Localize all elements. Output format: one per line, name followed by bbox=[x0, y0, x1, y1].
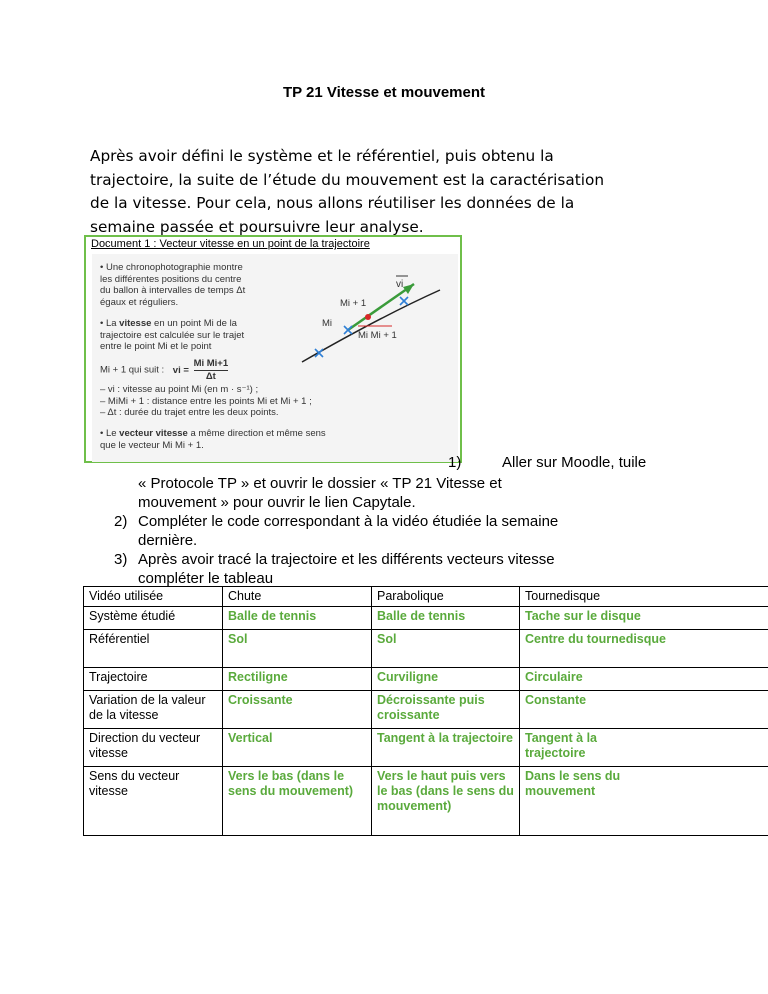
table-cell: Décroissante puis croissante bbox=[372, 691, 520, 729]
document-caption: Document 1 : Vecteur vitesse en un point de la trajectoire bbox=[91, 238, 370, 250]
point-mi1 bbox=[365, 314, 371, 320]
trajectory-diagram bbox=[92, 254, 458, 462]
row-label: Variation de la valeur de la vitesse bbox=[84, 691, 223, 729]
step-1-text: Aller sur Moodle, tuile bbox=[502, 454, 647, 471]
table-row bbox=[84, 767, 768, 836]
doc-bullet1: • Une chronophotographie montre les différentes positions du centre du ballon à intervalles de temps Δt égaux et réguliers. bbox=[100, 262, 246, 308]
table-header-cell: Parabolique bbox=[372, 587, 520, 607]
table-row bbox=[84, 630, 768, 668]
table-cell: Tangent à la trajectoire bbox=[372, 729, 520, 767]
table-cell: Balle de tennis bbox=[223, 607, 372, 630]
row-label: Direction du vecteur vitesse bbox=[84, 729, 223, 767]
results-table bbox=[83, 586, 768, 836]
page-title: TP 21 Vitesse et mouvement bbox=[282, 84, 486, 101]
document-figure bbox=[92, 254, 458, 462]
table-cell: Circulaire bbox=[520, 668, 768, 691]
table-cell: Tangent à la trajectoire bbox=[520, 729, 768, 767]
table-cell: Curviligne bbox=[372, 668, 520, 691]
table-cell: Centre du tournedisque bbox=[520, 630, 768, 668]
table-row bbox=[84, 729, 768, 767]
table-cell: Vertical bbox=[223, 729, 372, 767]
label-vi: vi bbox=[396, 279, 404, 290]
step-3-number: 3) bbox=[114, 551, 128, 568]
table-cell: Vers le haut puis vers le bas (dans le sens du mouvement) bbox=[372, 767, 520, 836]
doc-definitions: – vi : vitesse au point Mi (en m · s⁻¹) ; – MiMi + 1 : distance entre les points Mi et Mi + 1 ; – Δt : durée du trajet entre les deux points. bbox=[100, 384, 312, 418]
intro-paragraph bbox=[90, 145, 690, 239]
table-header-cell: Tournedisque bbox=[520, 587, 768, 607]
doc-formula: Mi + 1 qui suit : vi = $\frac{\text{Mi Mi+1}}{\Delta t}$ bbox=[100, 358, 229, 382]
step-1-text: « Protocole TP » et ouvrir le dossier « TP 21 Vitesse et mouvement » pour ouvrir le lien Capytale. bbox=[138, 475, 502, 511]
doc-bullet2: • La vitesse en un point Mi de la trajectoire est calculée sur le trajet entre le point Mi et le point bbox=[100, 318, 245, 352]
table-header-row bbox=[84, 587, 768, 607]
table-cell: Sol bbox=[372, 630, 520, 668]
label-mi: Mi bbox=[322, 318, 333, 329]
table-cell: Tache sur le disque bbox=[520, 607, 768, 630]
label-mi1: Mi + 1 bbox=[340, 298, 367, 309]
step-3-text: Après avoir tracé la trajectoire et les différents vecteurs vitesse compléter le tableau bbox=[138, 551, 555, 587]
label-mimi1: Mi Mi + 1 bbox=[358, 330, 397, 341]
table-cell: Rectiligne bbox=[223, 668, 372, 691]
intro-line: de la vitesse. Pour cela, nous allons réutiliser les données de la bbox=[90, 194, 575, 212]
table-row bbox=[84, 607, 768, 630]
step-1-number: 1) bbox=[448, 454, 462, 471]
table-cell: Balle de tennis bbox=[372, 607, 520, 630]
row-label: Référentiel bbox=[84, 630, 223, 668]
doc-bullet3: • Le vecteur vitesse a même direction et même sens que le vecteur Mi Mi + 1. bbox=[100, 428, 326, 451]
table-cell: Sol bbox=[223, 630, 372, 668]
velocity-vector-arrowhead bbox=[403, 284, 414, 294]
step-2-number: 2) bbox=[114, 513, 128, 530]
table-cell: Dans le sens du mouvement bbox=[520, 767, 768, 836]
intro-line: semaine passée et poursuivre leur analyse. bbox=[90, 217, 424, 236]
table-header-cell: Vidéo utilisée bbox=[84, 587, 223, 607]
table-cell: Constante bbox=[520, 691, 768, 729]
step-2-text: Compléter le code correspondant à la vidéo étudiée la semaine dernière. bbox=[138, 513, 559, 549]
table-cell: Croissante bbox=[223, 691, 372, 729]
row-label: Sens du vecteur vitesse bbox=[84, 767, 223, 836]
intro-line: trajectoire, la suite de l’étude du mouvement est la caractérisation bbox=[90, 170, 605, 189]
row-label: Système étudié bbox=[84, 607, 223, 630]
row-label: Trajectoire bbox=[84, 668, 223, 691]
table-row bbox=[84, 691, 768, 729]
table-cell: Vers le bas (dans le sens du mouvement) bbox=[223, 767, 372, 836]
intro-line: Après avoir défini le système et le référentiel, puis obtenu la bbox=[90, 147, 554, 165]
table-row bbox=[84, 668, 768, 691]
table-header-cell: Chute bbox=[223, 587, 372, 607]
